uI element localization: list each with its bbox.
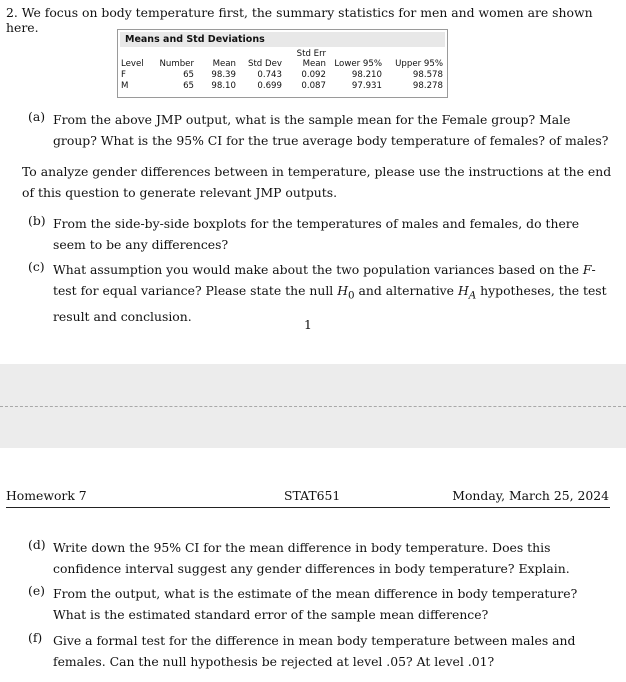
header-rule [6,507,610,508]
part-c-text-1: What assumption you would make about the two population variances based on the [53,262,583,277]
row-m-std-err: 0.087 [301,81,326,91]
h0-subscript: 0 [348,289,355,302]
ha-subscript: A [468,289,477,302]
row-f-number: 65 [183,70,194,80]
header-lower-95: Lower 95% [334,59,382,69]
row-f-std-err: 0.092 [301,70,326,80]
row-m-mean: 98.10 [211,81,236,91]
row-f-upper: 98.578 [412,70,443,80]
part-a-text: From the above JMP output, what is the sample mean for the Female group? Male group? What is the 95% CI for the true average body temperature of females? of males? [53,112,609,148]
question-2-text: 2. We focus on body temperature first, the summary statistics for men and women are shown here. [6,5,593,35]
page-break-gap [0,364,626,448]
jmp-means-table [117,29,448,98]
header-level: Level [121,59,144,69]
jmp-table-title: Means and Std Deviations [120,32,445,47]
header-std-err-top: Std Err [296,49,326,59]
f-symbol: F [582,262,592,277]
row-f-std-dev: 0.743 [257,70,282,80]
part-b-label: (b) [28,213,46,228]
row-m-lower: 97.931 [351,81,382,91]
part-f-label: (f) [28,630,43,645]
header-upper-95: Upper 95% [395,59,443,69]
page-number: 1 [304,317,312,332]
instructions-text: To analyze gender differences between in temperature, please use the instructions at the end of this question to generate relevant JMP outputs. [22,164,612,200]
header-mean: Mean [212,59,236,69]
h0-symbol: H [337,283,349,298]
part-e-label: (e) [28,583,46,598]
part-b-text: From the side-by-side boxplots for the temperatures of males and females, do there seem to be any differences? [53,216,580,252]
page-break-line [0,406,626,407]
row-m-std-dev: 0.699 [257,81,282,91]
header-course-hw: Homework 7 [6,488,87,503]
part-c-label: (c) [28,259,45,274]
header-course-code: STAT651 [284,488,341,503]
header-number: Number [159,59,194,69]
part-c-text-3: and alternative [354,283,458,298]
part-c-text [53,259,614,327]
row-f-lower: 98.210 [351,70,382,80]
part-c-text-2: -test for equal variance? Please state the null [53,262,596,298]
header-std-dev: Std Dev [247,59,282,69]
row-m-level: M [121,81,129,91]
ha-symbol: H [457,283,469,298]
part-d-label: (d) [28,537,46,552]
header-std-err-bottom: Mean [302,59,326,69]
part-f-text: Give a formal test for the difference in mean body temperature between males and females. Can the null hypothesis be rejected at level .05? At level .01? [53,633,576,669]
row-f-level: F [121,70,126,80]
row-f-mean: 98.39 [211,70,236,80]
part-e-text: From the output, what is the estimate of the mean difference in body temperature? What is the estimated standard error of the sample mean difference? [53,586,578,622]
part-a-label: (a) [28,109,46,124]
part-c-text-4: hypotheses, the test result and conclusion. [53,283,607,325]
part-d-text: Write down the 95% CI for the mean difference in body temperature. Does this confidence interval suggest any gender differences in body temperature? Explain. [53,540,570,576]
header-date: Monday, March 25, 2024 [452,488,609,503]
row-m-upper: 98.278 [412,81,443,91]
row-m-number: 65 [183,81,194,91]
